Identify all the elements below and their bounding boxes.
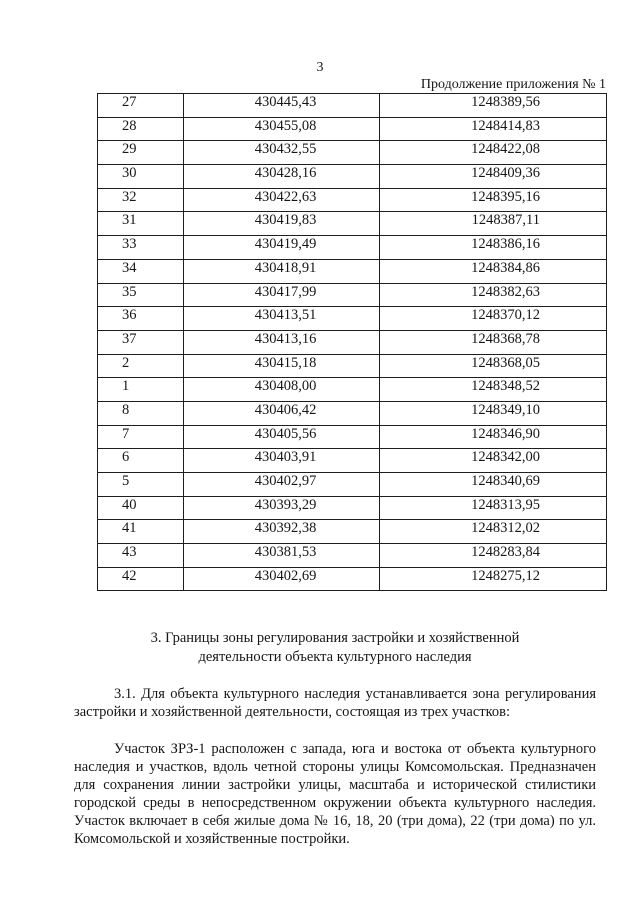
y-coordinate-cell: 1248340,69 [380, 473, 607, 497]
point-number-cell: 35 [98, 283, 184, 307]
point-number-cell: 29 [98, 141, 184, 165]
y-coordinate-cell: 1248387,11 [380, 212, 607, 236]
x-coordinate-cell: 430393,29 [184, 496, 380, 520]
section-title [100, 629, 570, 667]
x-coordinate-cell: 430405,56 [184, 425, 380, 449]
table-row [98, 378, 607, 402]
point-number-cell: 28 [98, 117, 184, 141]
point-number-cell: 27 [98, 94, 184, 118]
x-coordinate-cell: 430406,42 [184, 401, 380, 425]
point-number-cell: 32 [98, 188, 184, 212]
y-coordinate-cell: 1248349,10 [380, 401, 607, 425]
x-coordinate-cell: 430403,91 [184, 449, 380, 473]
table-row [98, 425, 607, 449]
table-row [98, 544, 607, 568]
x-coordinate-cell: 430402,69 [184, 567, 380, 591]
table-row [98, 259, 607, 283]
table-row [98, 212, 607, 236]
table-row [98, 473, 607, 497]
point-number-cell: 8 [98, 401, 184, 425]
point-number-cell: 31 [98, 212, 184, 236]
point-number-cell: 2 [98, 354, 184, 378]
y-coordinate-cell: 1248342,00 [380, 449, 607, 473]
x-coordinate-cell: 430408,00 [184, 378, 380, 402]
section-title-line-1: 3. Границы зоны регулирования застройки и хозяйственной [150, 630, 520, 646]
paragraph-3-1: 3.1. Для объекта культурного наследия устанавливается зона регулирования застройки и хозяйственной деятельности, состоящая из трех участков: [74, 686, 596, 720]
coordinates-table-body [98, 94, 607, 591]
x-coordinate-cell: 430418,91 [184, 259, 380, 283]
y-coordinate-cell: 1248368,05 [380, 354, 607, 378]
point-number-cell: 1 [98, 378, 184, 402]
y-coordinate-cell: 1248370,12 [380, 307, 607, 331]
table-row [98, 449, 607, 473]
table-row [98, 354, 607, 378]
table-row [98, 236, 607, 260]
table-row [98, 567, 607, 591]
table-row [98, 496, 607, 520]
point-number-cell: 5 [98, 473, 184, 497]
point-number-cell: 30 [98, 165, 184, 189]
x-coordinate-cell: 430419,49 [184, 236, 380, 260]
point-number-cell: 43 [98, 544, 184, 568]
x-coordinate-cell: 430432,55 [184, 141, 380, 165]
y-coordinate-cell: 1248389,56 [380, 94, 607, 118]
y-coordinate-cell: 1248368,78 [380, 330, 607, 354]
y-coordinate-cell: 1248422,08 [380, 141, 607, 165]
x-coordinate-cell: 430455,08 [184, 117, 380, 141]
table-row [98, 117, 607, 141]
point-number-cell: 37 [98, 330, 184, 354]
table-row [98, 520, 607, 544]
x-coordinate-cell: 430381,53 [184, 544, 380, 568]
table-row [98, 283, 607, 307]
table-row [98, 94, 607, 118]
point-number-cell: 6 [98, 449, 184, 473]
y-coordinate-cell: 1248346,90 [380, 425, 607, 449]
y-coordinate-cell: 1248312,02 [380, 520, 607, 544]
point-number-cell: 42 [98, 567, 184, 591]
point-number-cell: 40 [98, 496, 184, 520]
table-row [98, 165, 607, 189]
table-row [98, 307, 607, 331]
x-coordinate-cell: 430417,99 [184, 283, 380, 307]
table-row [98, 188, 607, 212]
y-coordinate-cell: 1248414,83 [380, 117, 607, 141]
x-coordinate-cell: 430415,18 [184, 354, 380, 378]
y-coordinate-cell: 1248283,84 [380, 544, 607, 568]
point-number-cell: 41 [98, 520, 184, 544]
table-row [98, 401, 607, 425]
y-coordinate-cell: 1248275,12 [380, 567, 607, 591]
point-number-cell: 7 [98, 425, 184, 449]
point-number-cell: 34 [98, 259, 184, 283]
y-coordinate-cell: 1248386,16 [380, 236, 607, 260]
x-coordinate-cell: 430419,83 [184, 212, 380, 236]
x-coordinate-cell: 430428,16 [184, 165, 380, 189]
point-number-cell: 33 [98, 236, 184, 260]
y-coordinate-cell: 1248384,86 [380, 259, 607, 283]
y-coordinate-cell: 1248313,95 [380, 496, 607, 520]
table-row [98, 141, 607, 165]
y-coordinate-cell: 1248409,36 [380, 165, 607, 189]
paragraph-zrz-1: Участок ЗРЗ-1 расположен с запада, юга и востока от объекта культурного наследия и участков, вдоль четной стороны улицы Комсомольская. Предназначен для сохранения линии застройки улицы, масштаба и исторической стилистики городской среды в непосредственном окружении объекта культурного наследия. Участок включает в себя жилые дома № 16, 18, 20 (три дома), 22 (три дома) по ул. Комсомольской и хозяйственные постройки. [74, 741, 596, 847]
y-coordinate-cell: 1248395,16 [380, 188, 607, 212]
section-title-line-2: деятельности объекта культурного наследия [198, 649, 472, 665]
x-coordinate-cell: 430445,43 [184, 94, 380, 118]
continuation-label: Продолжение приложения № 1 [420, 77, 606, 92]
coordinates-table [97, 93, 607, 591]
page-number: 3 [316, 60, 324, 75]
x-coordinate-cell: 430422,63 [184, 188, 380, 212]
x-coordinate-cell: 430413,16 [184, 330, 380, 354]
x-coordinate-cell: 430402,97 [184, 473, 380, 497]
x-coordinate-cell: 430392,38 [184, 520, 380, 544]
table-row [98, 330, 607, 354]
point-number-cell: 36 [98, 307, 184, 331]
x-coordinate-cell: 430413,51 [184, 307, 380, 331]
y-coordinate-cell: 1248348,52 [380, 378, 607, 402]
y-coordinate-cell: 1248382,63 [380, 283, 607, 307]
